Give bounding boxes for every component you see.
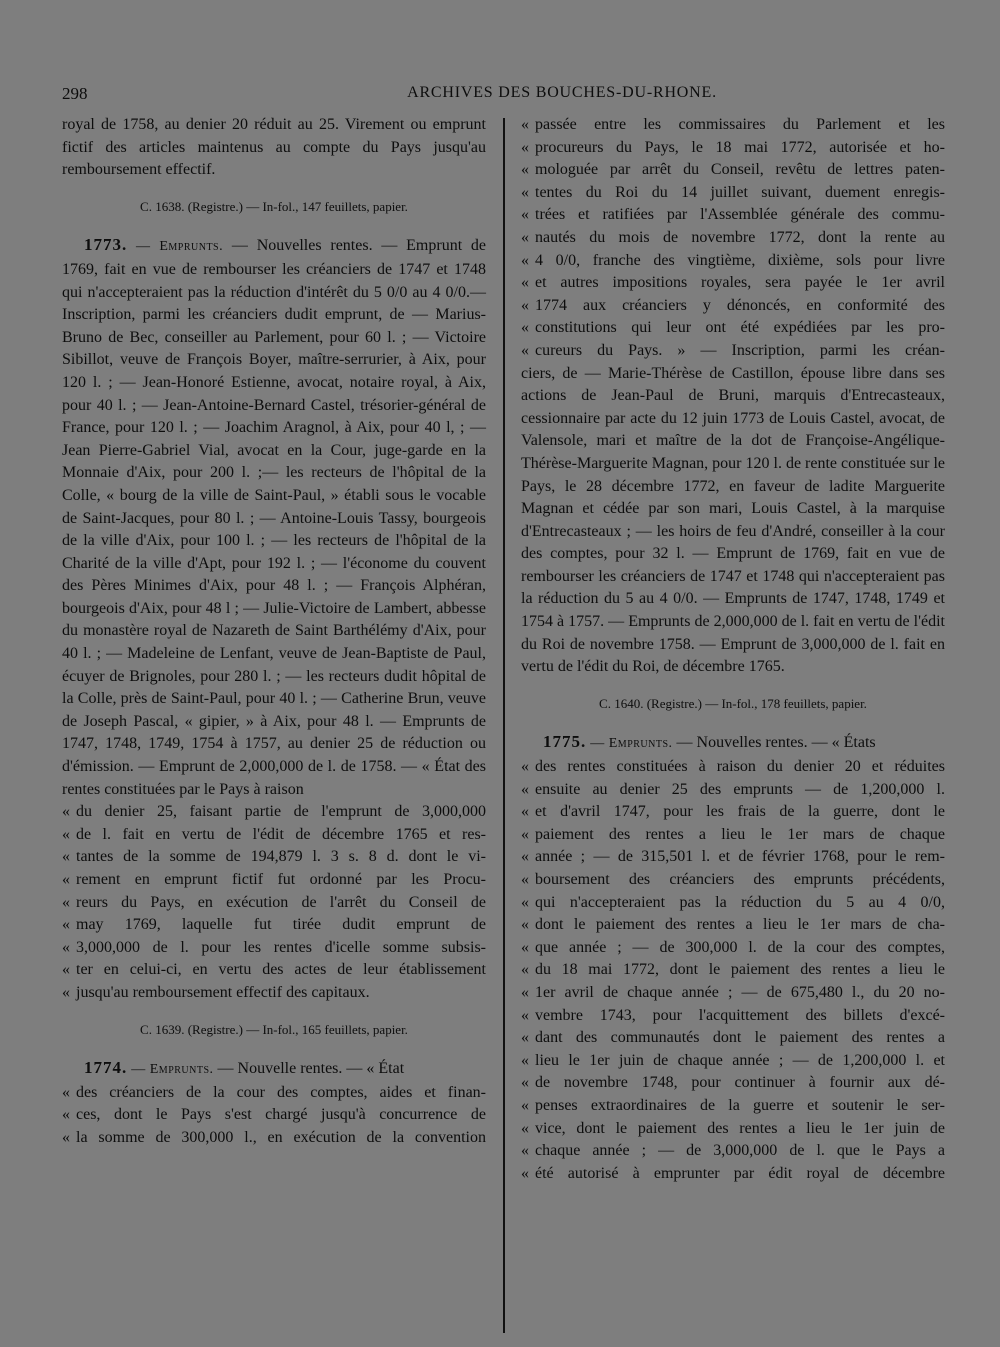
left-column	[62, 114, 486, 1150]
quote-line: « vembre 1743, pour l'acquittement des billets d'excé-	[521, 1005, 945, 1028]
quote-line: « de novembre 1748, pour continuer à fournir aux dé-	[521, 1072, 945, 1095]
continuation-paragraph: ciers, de — Marie-Thérèse de Castillon, épouse libre dans ses actions de Jean-Paul de Bruni, marquis d'Entrecasteaux, cessionnaire par acte du 12 juin 1773 de Louis Castel, avocat, de Valensole, mari et maître de la dot de Françoise-Angélique-Thérèse-Marguerite Magnan, pour 120 l. de rente constituée sur le Pays, le 28 décembre 1772, en faveur de ladite Marguerite Magnan et cédée par son mari, Louis Castel, à la marquise d'Entrecasteaux ; — les hoirs de feu d'André, conseiller à la cour des comptes, pour 32 l. — Emprunt de 1769, fait en vue de rembourser les créanciers de 1747 et 1748 qui n'accepteraient pas la réduction du 5 au 4 0/0. — Emprunts de 1747, 1748, 1749 et 1754 à 1757. — Emprunts de 2,000,000 de l. fait en vertu de l'édit du Roi de novembre 1758. — Emprunt de 3,000,000 de l. fait en vertu de l'édit du Roi, de décembre 1765.	[521, 364, 945, 676]
quote-line: « rement en emprunt fictif fut ordonné par les Procu-	[62, 869, 486, 892]
entry-1775	[521, 731, 945, 756]
quote-line: « année ; — de 315,501 l. et de février 1768, pour le rem-	[521, 846, 945, 869]
quote-line: « cureurs du Pays. » — Inscription, parmi les créan-	[521, 340, 945, 363]
quote-line: « que année ; — de 300,000 l. de la cour des comptes,	[521, 937, 945, 960]
quote-line: « du denier 25, faisant partie de l'emprunt de 3,000,000	[62, 801, 486, 824]
quote-block-1775	[521, 756, 945, 1185]
quote-line: « des créanciers de la cour des comptes, aides et finan-	[62, 1082, 486, 1105]
entry-year: 1774.	[84, 1058, 128, 1078]
quote-line: « 1er avril de chaque année ; — de 675,480 l., du 20 no-	[521, 982, 945, 1005]
quote-line: « paiement des rentes a lieu le 1er mars de chaque	[521, 824, 945, 847]
quote-block-1774	[62, 1082, 486, 1150]
entry-subject: — Emprunts.	[131, 1062, 214, 1078]
quote-line: « procureurs du Pays, le 18 mai 1772, autorisée et ho-	[521, 137, 945, 160]
entry-1774	[62, 1057, 486, 1082]
quote-line: « constitutions qui leur ont été expédiées par les pro-	[521, 317, 945, 340]
entry-year: 1773.	[84, 235, 128, 255]
quote-line: « lieu le 1er juin de chaque année ; — de 1,200,000 l. et	[521, 1050, 945, 1073]
quote-line: « tantes de la somme de 194,879 l. 3 s. 8 d. dont le vi-	[62, 846, 486, 869]
quote-line: « du 18 mai 1772, dont le paiement des rentes a lieu le	[521, 959, 945, 982]
quote-line: « tentes du Roi du 14 juillet suivant, duement enregis-	[521, 182, 945, 205]
entry-subject: — Emprunts.	[590, 736, 673, 752]
quote-line: « may 1769, laquelle fut tirée dudit emprunt de	[62, 914, 486, 937]
quote-line: « ces, dont le Pays s'est chargé jusqu'à concurrence de	[62, 1104, 486, 1127]
quote-line: « passée entre les commissaires du Parlement et les	[521, 114, 945, 137]
quote-line: « vice, dont le paiement des rentes a lieu le 1er juin de	[521, 1118, 945, 1141]
quote-line: « chaque année ; — de 3,000,000 de l. que le Pays a	[521, 1140, 945, 1163]
entry-year: 1775.	[543, 732, 587, 752]
quote-line: « et autres impositions royales, sera payée le 1er avril	[521, 272, 945, 295]
quote-line: « des rentes constituées à raison du denier 20 et réduites	[521, 756, 945, 779]
column-divider	[503, 118, 505, 1333]
entry-1773	[62, 234, 486, 801]
quote-line: « 3,000,000 de l. pour les rentes d'icelle somme subsis-	[62, 937, 486, 960]
quote-line: « dant des communautés dont le paiement des rentes a	[521, 1027, 945, 1050]
page-header	[62, 84, 942, 110]
quote-line: « ensuite au denier 25 des emprunts — de 1,200,000 l.	[521, 779, 945, 802]
opening-paragraph: royal de 1758, au denier 20 réduit au 25. Virement ou emprunt fictif des articles maintenus au compte du Pays jusqu'au remboursement effectif.	[62, 116, 486, 179]
quote-block-continued	[521, 114, 945, 363]
quote-line: « boursement des créanciers des emprunts précédents,	[521, 869, 945, 892]
register-note-1640: C. 1640. (Registre.) — In-fol., 178 feuillets, papier.	[599, 695, 867, 711]
quote-line: « ter en celui-ci, en vertu des actes de leur établissement	[62, 959, 486, 982]
quote-line: « jusqu'au remboursement effectif des capitaux.	[62, 982, 486, 1005]
right-column	[521, 114, 945, 1185]
quote-line: « nautés du mois de novembre 1772, dont la rente au	[521, 227, 945, 250]
quote-line: « qui n'accepteraient pas la réduction du 5 au 4 0/0,	[521, 892, 945, 915]
quote-line: « dont le paiement des rentes a lieu le 1er mars de cha-	[521, 914, 945, 937]
quote-block-1773	[62, 801, 486, 1004]
quote-line: « mologuée par arrêt du Conseil, revêtu de lettres paten-	[521, 159, 945, 182]
entry-text: — Nouvelles rentes. — « États	[676, 734, 876, 752]
quote-line: « penses extraordinaires de la guerre et soutenir le ser-	[521, 1095, 945, 1118]
register-note-1639: C. 1639. (Registre.) — In-fol., 165 feuillets, papier.	[140, 1021, 408, 1037]
quote-line: « trées et ratifiées par l'Assemblée générale des commu-	[521, 204, 945, 227]
entry-subject: — Emprunts.	[136, 239, 224, 255]
quote-line: « et d'avril 1747, pour les frais de la guerre, dont le	[521, 801, 945, 824]
entry-text: — Nouvelle rentes. — « État	[217, 1060, 405, 1078]
quote-line: « de l. fait en vertu de l'édit de décembre 1765 et res-	[62, 824, 486, 847]
quote-line: « reurs du Pays, en exécution de l'arrêt du Conseil de	[62, 892, 486, 915]
quote-line: « 4 0/0, franche des vingtième, dixième, sols pour livre	[521, 250, 945, 273]
entry-text: — Nouvelles rentes. — Emprunt de 1769, fait en vue de rembourser les créanciers de 1747 et 1748 qui n'accepteraient pas la réduction d'intérêt du 5 0/0 au 4 0/0.— Inscription, parmi les créanciers dudit emprunt, de — Marius-Bruno de Bec, conseiller au Parlement, pour 60 l. ; — Victoire Sibillot, veuve de François Boyer, maître-serrurier, à Aix, pour 120 l. ; — Jean-Honoré Estienne, avocat, notaire royal, à Aix, pour 40 l. ; — Jean-Antoine-Bernard Castel, trésorier-général de France, pour 120 l. ; — Joachim Aragnol, à Aix, pour 40 l, ; — Jean Pierre-Gabriel Vial, avocat en la Cour, juge-garde en la Monnaie d'Aix, pour 200 l. ;— les recteurs de l'hôpital de la Colle, « bourg de la ville de Saint-Paul, » établi sous le vocable de Saint-Jacques, pour 80 l. ; — Antoine-Louis Tassy, bourgeois de la ville d'Aix, pour 100 l. ; — les recteurs de l'hôpital de la Charité de la ville d'Apt, pour 192 l. ; — l'économe du couvent des Pères Minimes d'Aix, pour 48 l. ; — François Alphéran, bourgeois d'Aix, pour 48 l ; — Julie-Victoire de Lambert, abbesse du monastère royal de Nazareth de Saint Barthélémy d'Aix, pour 40 l. ; — Madeleine de Lenfant, veuve de Jean-Baptiste de Paul, écuyer de Brignoles, pour 280 l. ; — les recteurs dudit hôpital de la Colle, près de Saint-Paul, pour 40 l. ; — Catherine Brun, veuve de Joseph Pascal, « gipier, » à Aix, pour 48 l. — Emprunts de 1747, 1748, 1749, 1754 à 1757, au denier 25 de réduction ou d'émission. — Emprunt de 2,000,000 de l. de 1758. — « État des rentes constituées par le Pays à raison	[62, 237, 487, 798]
register-note-1638: C. 1638. (Registre.) — In-fol., 147 feuillets, papier.	[140, 198, 408, 214]
quote-line: « la somme de 300,000 l., en exécution de la convention	[62, 1127, 486, 1150]
page-number: 298	[62, 84, 88, 103]
running-title: ARCHIVES DES BOUCHES-DU-RHONE.	[407, 84, 717, 101]
quote-line: « 1774 aux créanciers y dénoncés, en conformité des	[521, 295, 945, 318]
quote-line: « été autorisé à emprunter par édit royal de décembre	[521, 1163, 945, 1186]
